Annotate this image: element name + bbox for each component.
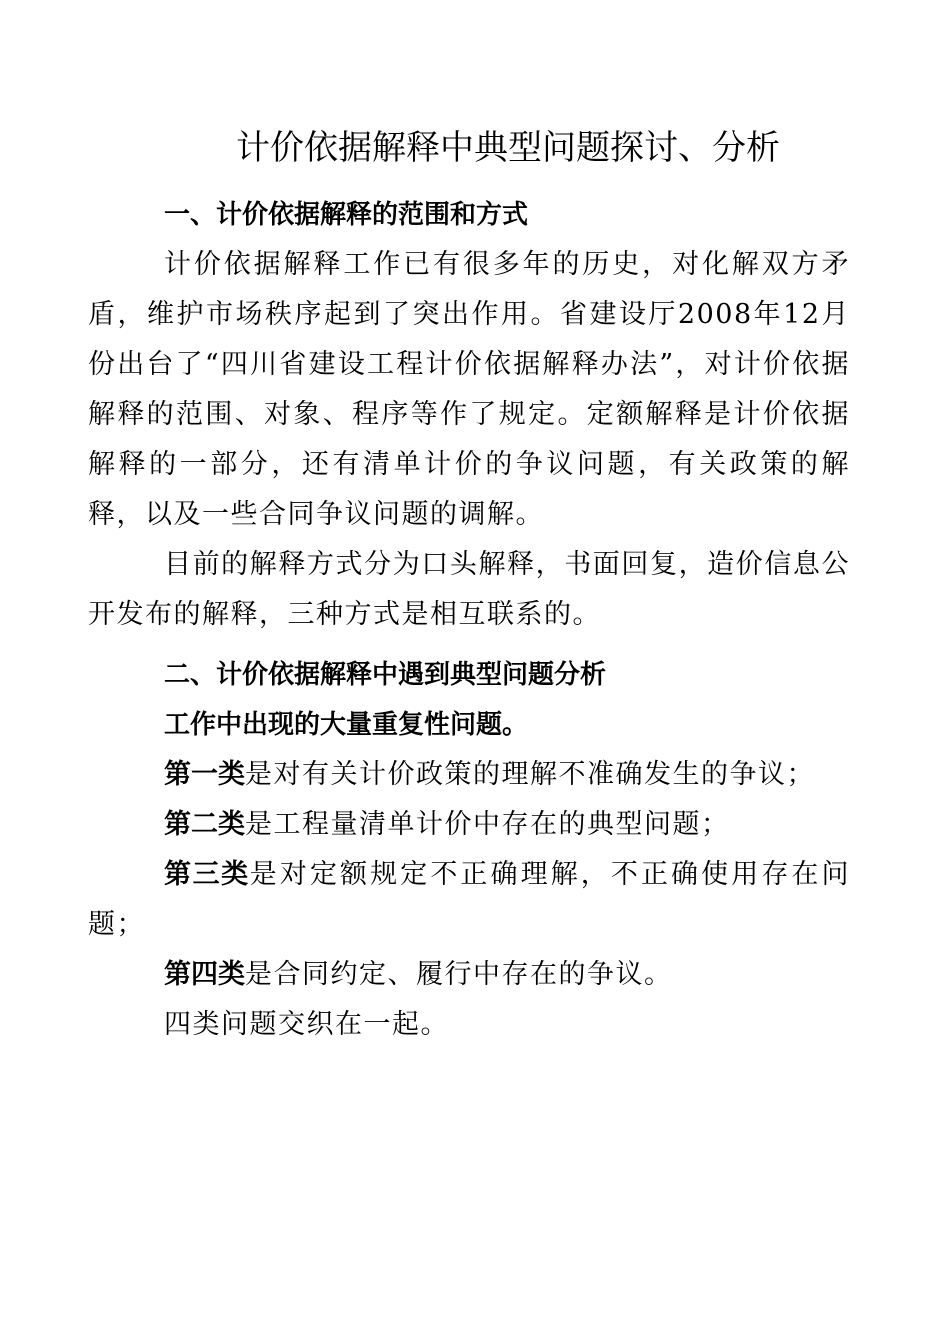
category-item-4 — [88, 950, 850, 1000]
category-item-3 — [88, 850, 850, 950]
category-text: 是对定额规定不正确理解，不正确使用存在问题； — [88, 859, 851, 940]
section-1-heading: 一、计价依据解释的范围和方式 — [164, 200, 529, 230]
category-label: 第三类 — [164, 859, 250, 890]
category-label: 第二类 — [164, 809, 245, 840]
section-1-paragraph-1: 计价依据解释工作已有很多年的历史，对化解双方矛盾，维护市场秩序起到了突出作用。省建设厅2008年12月份出台了“四川省建设工程计价依据解释办法”，对计价依据解释的范围、对象、程序等作了规定。定额解释是计价依据解释的一部分，还有清单计价的争议问题，有关政策的解释，以及一些合同争议问题的调解。 — [88, 249, 850, 530]
category-label: 第一类 — [164, 759, 245, 790]
section-1-paragraph-2: 目前的解释方式分为口头解释，书面回复，造价信息公开发布的解释，三种方式是相互联系的。 — [88, 549, 850, 630]
section-2-heading: 二、计价依据解释中遇到典型问题分析 — [164, 660, 607, 690]
document-title: 计价依据解释中典型问题探讨、分析 — [236, 128, 780, 168]
document-page — [88, 120, 850, 1050]
category-text: 是合同约定、履行中存在的争议。 — [245, 959, 673, 990]
category-text: 是工程量清单计价中存在的典型问题； — [245, 809, 730, 840]
category-text: 是对有关计价政策的理解不准确发生的争议； — [245, 759, 815, 790]
category-item-1 — [88, 750, 850, 800]
section-gap — [88, 640, 850, 650]
closing-sentence: 四类问题交织在一起。 — [164, 1009, 449, 1040]
category-item-2 — [88, 800, 850, 850]
category-label: 第四类 — [164, 959, 245, 990]
section-2-subheading: 工作中出现的大量重复性问题。 — [164, 710, 529, 740]
